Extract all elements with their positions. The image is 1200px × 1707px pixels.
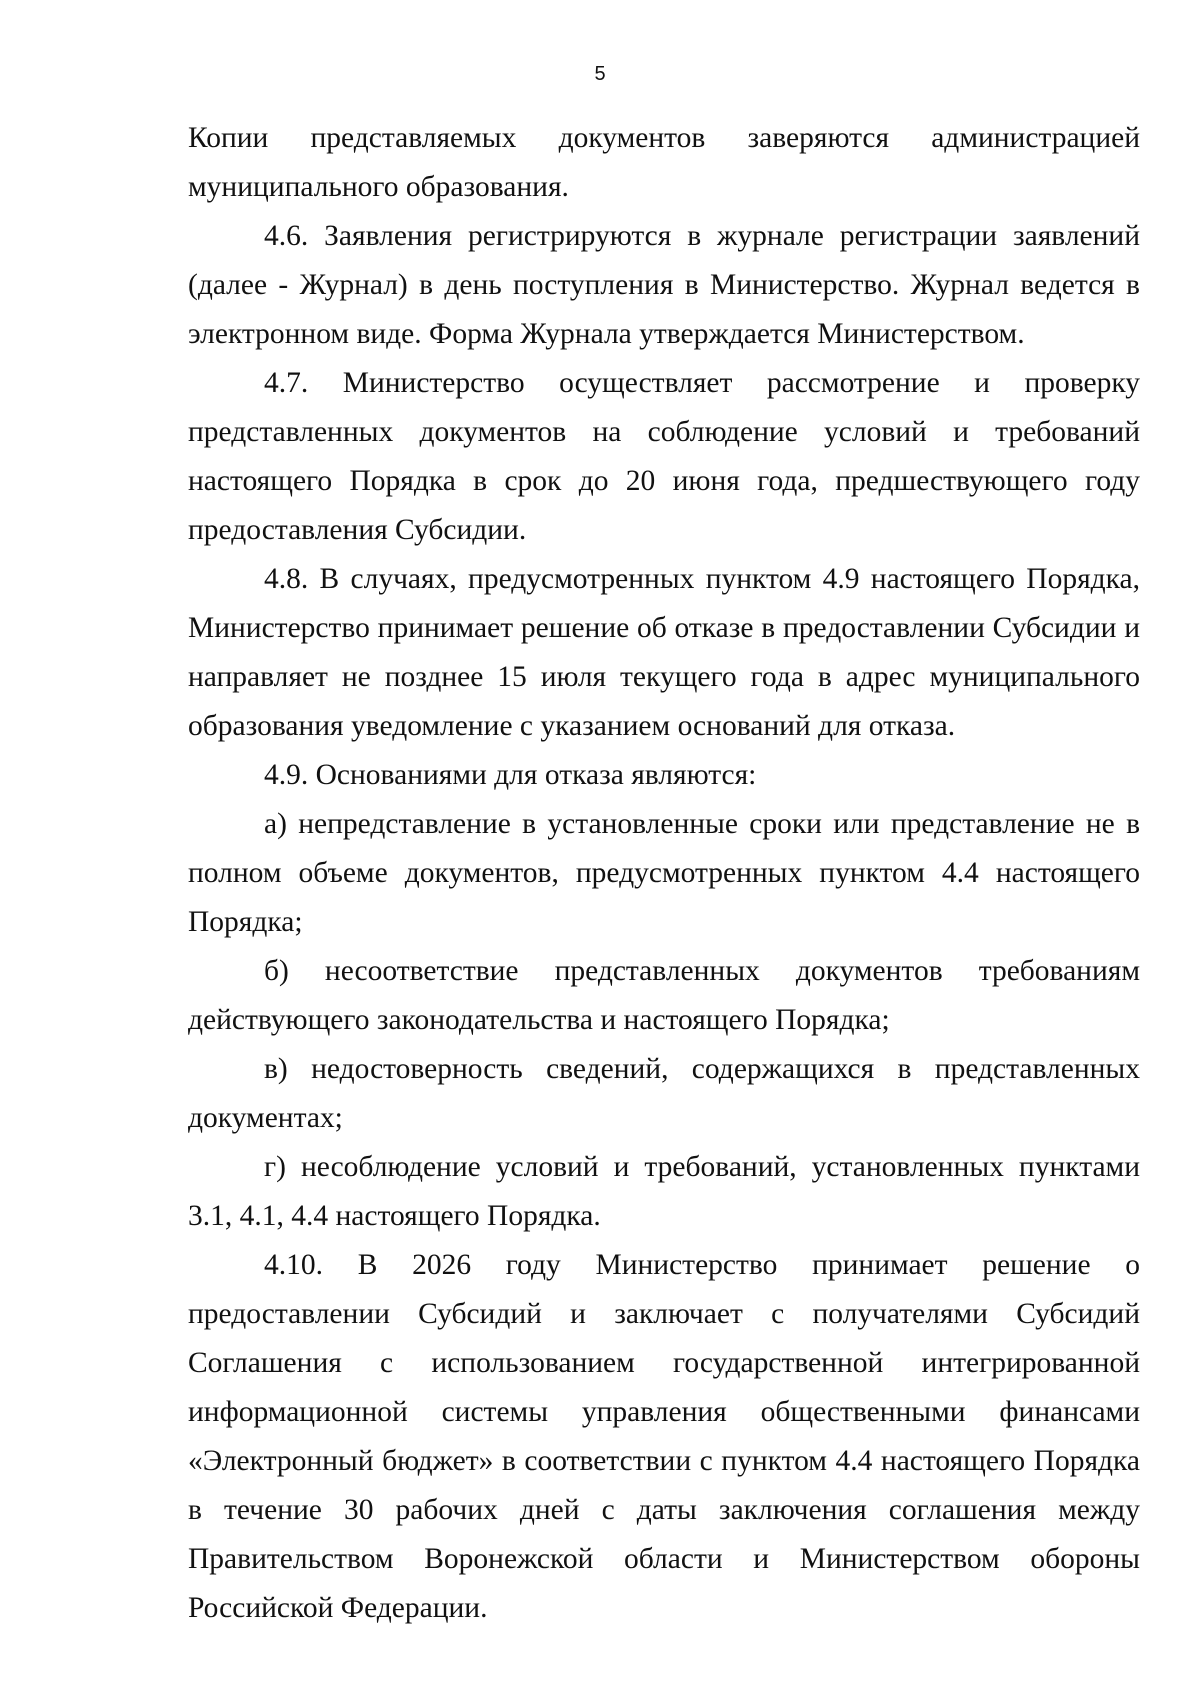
document-body: [188, 114, 1140, 1633]
list-item-a: а) непредставление в установленные сроки или представление не в полном объеме документов, предусмотренных пунктом 4.4 настоящего Порядка;: [188, 808, 1140, 938]
paragraph-copies-certification: Копии представляемых документов заверяются администрацией муниципального образования.: [188, 122, 1140, 203]
paragraph-4-9: 4.9. Основаниями для отказа являются:: [264, 759, 757, 791]
paragraph-4-8: 4.8. В случаях, предусмотренных пунктом 4.9 настоящего Порядка, Министерство принимает решение об отказе в предоставлении Субсидии и направляет не позднее 15 июля текущего года в адрес муниципального образования уведомление с указанием оснований для отказа.: [188, 563, 1140, 742]
list-item-v: в) недостоверность сведений, содержащихся в представленных документах;: [188, 1053, 1140, 1134]
paragraph-4-6: 4.6. Заявления регистрируются в журнале регистрации заявлений (далее - Журнал) в день поступления в Министерство. Журнал ведется в электронном виде. Форма Журнала утверждается Министерством.: [188, 220, 1140, 350]
page-number: 5: [594, 63, 606, 85]
paragraph-4-7: 4.7. Министерство осуществляет рассмотрение и проверку представленных документов на соблюдение условий и требований настоящего Порядка в срок до 20 июня года, предшествующего году предоставления Субсидии.: [188, 367, 1140, 546]
list-item-g: г) несоблюдение условий и требований, установленных пунктами 3.1, 4.1, 4.4 настоящего Порядка.: [188, 1151, 1140, 1232]
paragraph-4-10: 4.10. В 2026 году Министерство принимает решение о предоставлении Субсидий и заключает с получателями Субсидий Соглашения с использованием государственной интегрированной информационной системы управления общественными финансами «Электронный бюджет» в соответствии с пунктом 4.4 настоящего Порядка в течение 30 рабочих дней с даты заключения соглашения между Правительством Воронежской области и Министерством обороны Российской Федерации.: [188, 1249, 1140, 1624]
list-item-b: б) несоответствие представленных документов требованиям действующего законодательства и настоящего Порядка;: [188, 955, 1140, 1036]
